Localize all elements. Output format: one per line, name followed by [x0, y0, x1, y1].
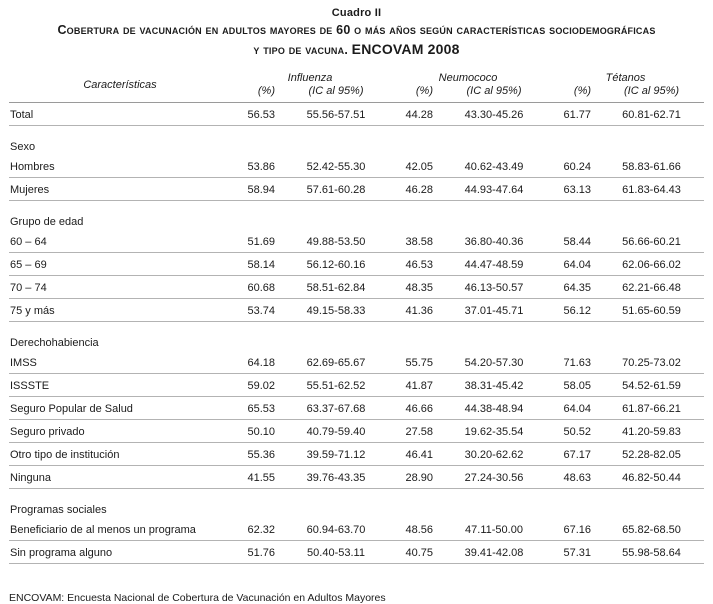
- col-group-neumococo: Neumococo: [438, 72, 498, 85]
- table-row: [9, 397, 704, 420]
- subtitle-encovam-emphasis: ENCOVAM 2008: [351, 40, 460, 57]
- ci-value: 54.20-57.30: [441, 351, 547, 374]
- pct-value: 53.74: [231, 299, 283, 322]
- ci-value: 36.80-40.36: [441, 230, 547, 253]
- ci-value: 50.40-53.11: [283, 541, 389, 564]
- pct-value: 58.44: [547, 230, 599, 253]
- vaccination-coverage-table: [9, 72, 704, 564]
- subtitle-line1: Cobertura de vacunación en adultos mayores de 60 o más años según características sociodemográficas: [57, 23, 656, 37]
- pct-value: 56.12: [547, 299, 599, 322]
- pct-value: 46.41: [389, 443, 441, 466]
- row-label: Beneficiario de al menos un programa: [9, 518, 231, 541]
- section-label: Programas sociales: [10, 504, 107, 517]
- header-group-row: [9, 72, 704, 85]
- row-label: Seguro privado: [9, 420, 231, 443]
- ci-value: 51.65-60.59: [599, 299, 704, 322]
- section-row: [9, 126, 704, 156]
- table-row: [9, 230, 704, 253]
- col-header-neumococo-pct: (%): [389, 85, 441, 103]
- ci-value: 54.52-61.59: [599, 374, 704, 397]
- ci-value: 62.06-66.02: [599, 253, 704, 276]
- table-row: [9, 420, 704, 443]
- ci-value: 56.12-60.16: [283, 253, 389, 276]
- table-row: [9, 374, 704, 397]
- ci-value: 49.88-53.50: [283, 230, 389, 253]
- pct-value: 42.05: [389, 155, 441, 178]
- pct-value: 67.17: [547, 443, 599, 466]
- ci-value: 44.93-47.64: [441, 178, 547, 201]
- table-row: [9, 518, 704, 541]
- pct-value: 67.16: [547, 518, 599, 541]
- ci-value: 52.28-82.05: [599, 443, 704, 466]
- table-row: [9, 276, 704, 299]
- ci-value: 39.41-42.08: [441, 541, 547, 564]
- pct-value: 53.86: [231, 155, 283, 178]
- ci-value: 57.61-60.28: [283, 178, 389, 201]
- table-row: [9, 299, 704, 322]
- col-header-caracteristicas: Características: [9, 72, 231, 103]
- pct-value: 59.02: [231, 374, 283, 397]
- pct-value: 41.55: [231, 466, 283, 489]
- table-row: [9, 253, 704, 276]
- ci-value: 62.69-65.67: [283, 351, 389, 374]
- pct-value: 27.58: [389, 420, 441, 443]
- ci-value: 19.62-35.54: [441, 420, 547, 443]
- col-header-tetanos-pct: (%): [547, 85, 599, 103]
- ci-value: 70.25-73.02: [599, 351, 704, 374]
- pct-value: 46.28: [389, 178, 441, 201]
- ci-value: 37.01-45.71: [441, 299, 547, 322]
- table-row: [9, 103, 704, 126]
- ci-value: 43.30-45.26: [441, 103, 547, 126]
- col-header-influenza-ci: (IC al 95%): [283, 85, 389, 103]
- pct-value: 40.75: [389, 541, 441, 564]
- col-header-tetanos-ci: (IC al 95%): [599, 85, 704, 103]
- pct-value: 61.77: [547, 103, 599, 126]
- pct-value: 64.04: [547, 397, 599, 420]
- table-body: [9, 103, 704, 564]
- row-label: ISSSTE: [9, 374, 231, 397]
- ci-value: 49.15-58.33: [283, 299, 389, 322]
- table-row: [9, 541, 704, 564]
- pct-value: 46.53: [389, 253, 441, 276]
- pct-value: 58.05: [547, 374, 599, 397]
- row-label: Ninguna: [9, 466, 231, 489]
- ci-value: 62.21-66.48: [599, 276, 704, 299]
- section-label: Sexo: [10, 141, 36, 154]
- table-header: [9, 72, 704, 103]
- ci-value: 63.37-67.68: [283, 397, 389, 420]
- ci-value: 60.94-63.70: [283, 518, 389, 541]
- table-row: [9, 155, 704, 178]
- row-label: Total: [9, 103, 231, 126]
- pct-value: 41.87: [389, 374, 441, 397]
- pct-value: 48.63: [547, 466, 599, 489]
- pct-value: 50.10: [231, 420, 283, 443]
- pct-value: 56.53: [231, 103, 283, 126]
- ci-value: 41.20-59.83: [599, 420, 704, 443]
- ci-value: 55.56-57.51: [283, 103, 389, 126]
- row-label: Hombres: [9, 155, 231, 178]
- ci-value: 40.62-43.49: [441, 155, 547, 178]
- row-label: Sin programa alguno: [9, 541, 231, 564]
- ci-value: 46.13-50.57: [441, 276, 547, 299]
- col-group-influenza: Influenza: [287, 72, 333, 85]
- pct-value: 64.18: [231, 351, 283, 374]
- footnote: ENCOVAM: Encuesta Nacional de Cobertura de Vacunación en Adultos Mayores: [9, 592, 386, 604]
- pct-value: 38.58: [389, 230, 441, 253]
- ci-value: 27.24-30.56: [441, 466, 547, 489]
- ci-value: 39.59-71.12: [283, 443, 389, 466]
- ci-value: 56.66-60.21: [599, 230, 704, 253]
- subtitle-line2-prefix: y tipo de vacuna.: [253, 42, 352, 57]
- ci-value: 30.20-62.62: [441, 443, 547, 466]
- pct-value: 60.24: [547, 155, 599, 178]
- row-label: Seguro Popular de Salud: [9, 397, 231, 420]
- pct-value: 55.36: [231, 443, 283, 466]
- row-label: Otro tipo de institución: [9, 443, 231, 466]
- ci-value: 38.31-45.42: [441, 374, 547, 397]
- ci-value: 61.87-66.21: [599, 397, 704, 420]
- pct-value: 58.94: [231, 178, 283, 201]
- ci-value: 40.79-59.40: [283, 420, 389, 443]
- ci-value: 58.83-61.66: [599, 155, 704, 178]
- ci-value: 65.82-68.50: [599, 518, 704, 541]
- section-row: [9, 201, 704, 231]
- ci-value: 47.11-50.00: [441, 518, 547, 541]
- ci-value: 58.51-62.84: [283, 276, 389, 299]
- ci-value: 60.81-62.71: [599, 103, 704, 126]
- row-label: Mujeres: [9, 178, 231, 201]
- ci-value: 61.83-64.43: [599, 178, 704, 201]
- pct-value: 51.76: [231, 541, 283, 564]
- col-group-tetanos: Tétanos: [605, 72, 646, 85]
- pct-value: 46.66: [389, 397, 441, 420]
- row-label: 75 y más: [9, 299, 231, 322]
- col-header-influenza-pct: (%): [231, 85, 283, 103]
- pct-value: 51.69: [231, 230, 283, 253]
- row-label: 70 – 74: [9, 276, 231, 299]
- section-row: [9, 322, 704, 352]
- col-header-neumococo-ci: (IC al 95%): [441, 85, 547, 103]
- pct-value: 41.36: [389, 299, 441, 322]
- pct-value: 62.32: [231, 518, 283, 541]
- pct-value: 48.56: [389, 518, 441, 541]
- table-caption-number: Cuadro II: [331, 7, 382, 19]
- table-row: [9, 443, 704, 466]
- pct-value: 44.28: [389, 103, 441, 126]
- section-label: Grupo de edad: [10, 216, 84, 229]
- pct-value: 55.75: [389, 351, 441, 374]
- pct-value: 28.90: [389, 466, 441, 489]
- ci-value: 44.47-48.59: [441, 253, 547, 276]
- table-row: [9, 351, 704, 374]
- ci-value: 44.38-48.94: [441, 397, 547, 420]
- pct-value: 50.52: [547, 420, 599, 443]
- table-caption-title: [9, 22, 704, 59]
- ci-value: 55.98-58.64: [599, 541, 704, 564]
- ci-value: 39.76-43.35: [283, 466, 389, 489]
- pct-value: 64.04: [547, 253, 599, 276]
- ci-value: 55.51-62.52: [283, 374, 389, 397]
- table-row: [9, 178, 704, 201]
- pct-value: 57.31: [547, 541, 599, 564]
- pct-value: 71.63: [547, 351, 599, 374]
- pct-value: 63.13: [547, 178, 599, 201]
- ci-value: 46.82-50.44: [599, 466, 704, 489]
- pct-value: 48.35: [389, 276, 441, 299]
- pct-value: 65.53: [231, 397, 283, 420]
- pct-value: 64.35: [547, 276, 599, 299]
- row-label: IMSS: [9, 351, 231, 374]
- section-label: Derechohabiencia: [10, 337, 99, 350]
- ci-value: 52.42-55.30: [283, 155, 389, 178]
- table-row: [9, 466, 704, 489]
- row-label: 60 – 64: [9, 230, 231, 253]
- section-row: [9, 489, 704, 519]
- pct-value: 60.68: [231, 276, 283, 299]
- row-label: 65 – 69: [9, 253, 231, 276]
- pct-value: 58.14: [231, 253, 283, 276]
